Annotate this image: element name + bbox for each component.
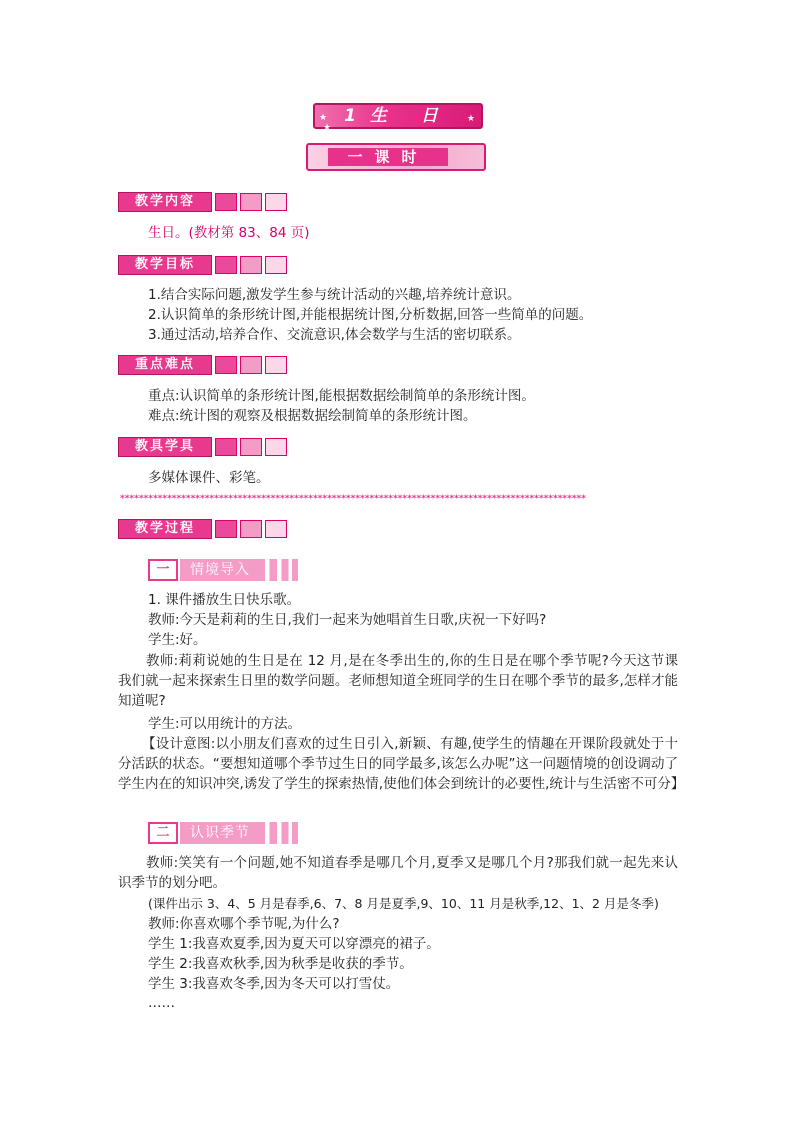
- key-line: 难点:统计图的观察及根据数据绘制简单的条形统计图。: [148, 408, 477, 424]
- decor-square: [240, 520, 262, 538]
- step-number: 一: [148, 559, 178, 581]
- step-name: 情境导入: [180, 559, 298, 581]
- body-paragraph: 教师:莉莉说她的生日是在 12 月,是在冬季出生的,你的生日是在哪个季节呢?今天这节课我们就一起来探索生日里的数学问题。老师想知道全班同学的生日在哪个季节的最多,怎样才能知道呢?: [118, 653, 678, 709]
- goal-line: 3.通过活动,培养合作、交流意识,体会数学与生活的密切联系。: [148, 327, 521, 343]
- step-header-2: [148, 822, 298, 844]
- decor-square: [240, 438, 262, 456]
- lesson-title-banner: [313, 103, 483, 133]
- decor-square: [215, 520, 237, 538]
- step-header-1: [148, 559, 298, 581]
- design-intent-paragraph: 【设计意图:以小朋友们喜欢的过生日引入,新颖、有趣,使学生的情趣在开课阶段就处于十分活跃的状态。“要想知道哪个季节过生日的同学最多,该怎么办呢”这一问题情境的创设调动了学生内在的知识冲突,诱发了学生的探索热情,使他们体会到统计的必要性,统计与生活密不可分】: [118, 736, 685, 792]
- step-number: 二: [148, 822, 178, 844]
- decor-square: [215, 356, 237, 374]
- body-line: 学生 1:我喜欢夏季,因为夏天可以穿漂亮的裙子。: [148, 936, 440, 952]
- decor-square: [265, 193, 287, 211]
- decor-square: [240, 356, 262, 374]
- body-paragraph: 教师:笑笑有一个问题,她不知道春季是哪几个月,夏季又是哪几个月?那我们就一起先来认识季节的划分吧。: [118, 855, 678, 891]
- section-label: 重点难点: [118, 355, 212, 375]
- body-line: (课件出示 3、4、5 月是春季,6、7、8 月是夏季,9、10、11 月是秋季,12、1、2 月是冬季): [148, 896, 659, 911]
- step-name: 认识季节: [180, 822, 298, 844]
- decor-square: [215, 193, 237, 211]
- decor-square: [240, 193, 262, 211]
- decor-square: [240, 256, 262, 274]
- body-line: 学生 3:我喜欢冬季,因为冬天可以打雪仗。: [148, 976, 400, 992]
- decor-square: [215, 256, 237, 274]
- star-divider: ***************************************************************************************************: [120, 494, 586, 504]
- goal-line: 2.认识简单的条形统计图,并能根据统计图,分析数据,回答一些简单的问题。: [148, 307, 593, 323]
- body-line: 教师:今天是莉莉的生日,我们一起来为她唱首生日歌,庆祝一下好吗?: [148, 612, 547, 628]
- lesson-title: 1生 日: [344, 106, 452, 126]
- section-label: 教具学具: [118, 437, 212, 457]
- section-header-key: [118, 355, 287, 375]
- body-line: 教师:你喜欢哪个季节呢,为什么?: [148, 916, 340, 932]
- body-line: 学生 2:我喜欢秋季,因为秋季是收获的季节。: [148, 956, 413, 972]
- section-header-goals: [118, 255, 287, 275]
- lesson-subtitle-banner: [306, 143, 486, 171]
- section-label: 教学内容: [118, 192, 212, 212]
- star-icon: ★: [466, 114, 475, 124]
- decor-square: [265, 520, 287, 538]
- section-header-tools: [118, 437, 287, 457]
- section-header-process: [118, 519, 287, 539]
- decor-square: [265, 438, 287, 456]
- key-line: 重点:认识简单的条形统计图,能根据数据绘制简单的条形统计图。: [148, 388, 535, 404]
- section-label: 教学过程: [118, 519, 212, 539]
- body-line: 学生:好。: [148, 632, 207, 648]
- body-line: 1. 课件播放生日快乐歌。: [148, 592, 301, 608]
- decor-square: [215, 438, 237, 456]
- star-icon: ★: [323, 123, 332, 133]
- section-label: 教学目标: [118, 255, 212, 275]
- content-line: 生日。(教材第 83、84 页): [148, 225, 310, 241]
- tools-line: 多媒体课件、彩笔。: [148, 470, 270, 486]
- goal-line: 1.结合实际问题,激发学生参与统计活动的兴趣,培养统计意识。: [148, 287, 521, 303]
- decor-square: [265, 356, 287, 374]
- section-header-content: [118, 192, 287, 212]
- decor-square: [265, 256, 287, 274]
- body-line: 学生:可以用统计的方法。: [148, 716, 302, 732]
- lesson-subtitle: 一课时: [328, 148, 448, 166]
- star-icon: ★: [319, 113, 328, 123]
- ellipsis: ……: [148, 995, 175, 1011]
